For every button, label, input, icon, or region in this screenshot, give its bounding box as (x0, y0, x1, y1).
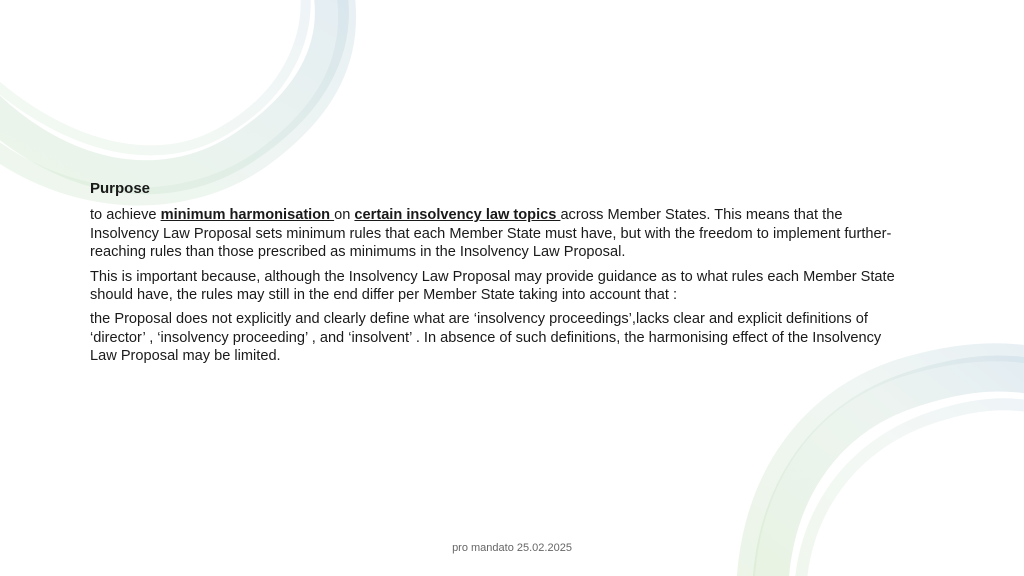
slide-content (90, 180, 900, 366)
footer-text: pro mandato 25.02.2025 (452, 542, 572, 554)
paragraph-purpose (90, 206, 900, 261)
minimum-harmonisation-link[interactable]: minimum harmonisation (160, 207, 335, 224)
para1-suffix: across Member States. This means that the Insolvency Law Proposal sets minimum rules that each Member State must have, but with the freedom to implement further-reaching rules than those prescribed as minimums in the Insolvency Law Proposal. (90, 207, 892, 261)
section-heading: Purpose (90, 180, 151, 197)
paragraph-importance: This is important because, although the Insolvency Law Proposal may provide guidance as to what rules each Member State should have, the rules may still in the end differ per Member State taking into account that : (90, 268, 895, 304)
para1-prefix: to achieve (90, 207, 161, 224)
top-left-arc (0, 0, 347, 196)
para1-middle: on (334, 207, 355, 224)
insolvency-law-topics-link[interactable]: certain insolvency law topics (354, 207, 561, 224)
paragraph-definitions: the Proposal does not explicitly and clearly define what are ‘insolvency proceedings’,lacks clear and explicit definitions of ‘director’ , ‘insolvency proceeding’ , and ‘insolvent’ . In absence of such definitions, the harmonising effect of the Insolvency Law Proposal may be limited. (90, 311, 882, 365)
